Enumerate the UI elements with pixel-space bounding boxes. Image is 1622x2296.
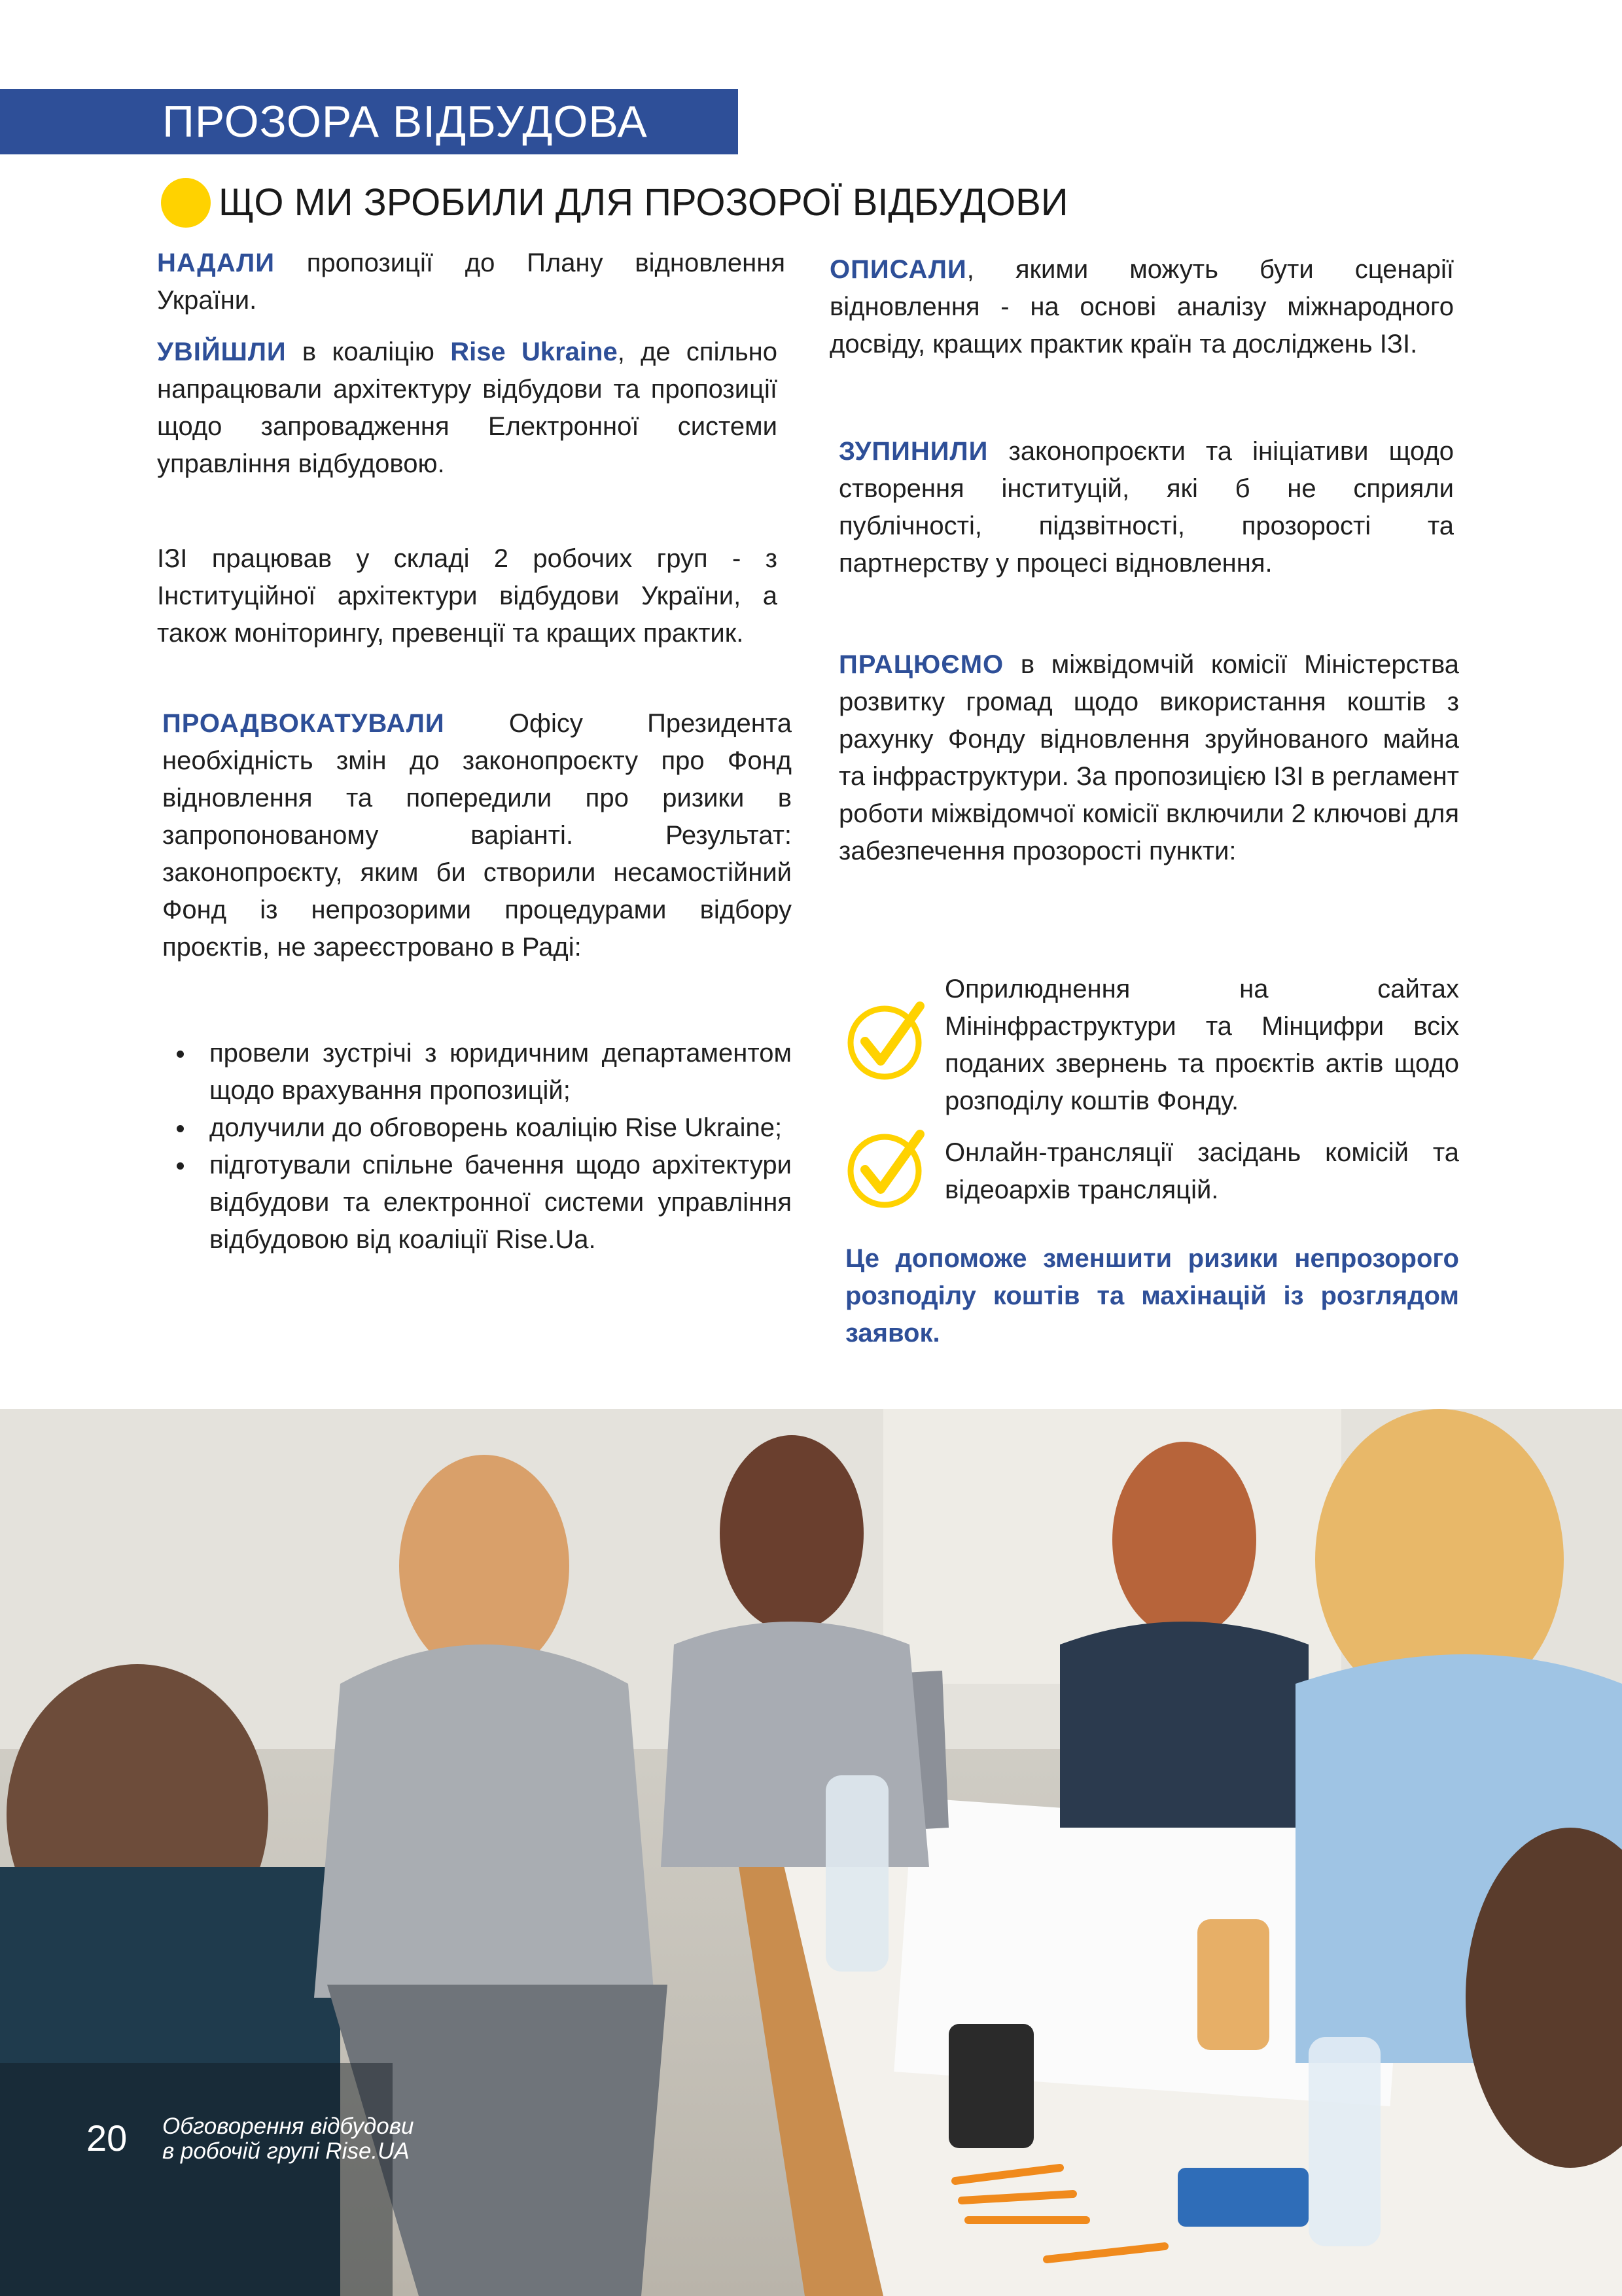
keyword: ОПИСАЛИ — [830, 255, 967, 284]
list-item: підготували спільне бачення щодо архітектури відбудови та електронної системи управління відбудовою від коаліції Rise.Ua. — [162, 1147, 792, 1259]
section-dot-icon — [161, 178, 211, 228]
keyword: ПРАЦЮЄМО — [839, 650, 1004, 679]
paragraph-text: пропозиції до Плану відновлення України. — [157, 249, 785, 315]
check-circle-icon — [844, 998, 928, 1082]
meeting-photo — [0, 1409, 1622, 2296]
paragraph-proadvokatuvaly — [162, 705, 792, 966]
paragraph-text: законопроєкти та ініціативи щодо створення інституцій, які б не сприяли публічності, підзвітності, прозорості та партнерству у процесі відновлення. — [839, 437, 1454, 578]
organization-name: Rise Ukraine — [450, 338, 618, 366]
check-item-text: Онлайн-трансляції засідань комісій та відеоархів трансляцій. — [945, 1138, 1459, 1204]
paragraph-opysaly — [830, 251, 1454, 363]
section-heading: ЩО МИ ЗРОБИЛИ ДЛЯ ПРОЗОРОЇ ВІДБУДОВИ — [219, 181, 1068, 224]
paragraph-text: , де спільно напрацювали архітектуру відбудови та пропозиції щодо запровадження Електронної системи управління відбудовою. — [157, 338, 777, 478]
paragraph-text: в міжвідомчій комісії Міністерства розвитку громад щодо використання коштів з рахунку Фонду відновлення зруйнованого майна та інфраструктури. За пропозицією ІЗІ в регламент роботи міжвідомчої комісії включили 2 ключові для забезпечення прозорості пункти: — [839, 650, 1460, 865]
results-list — [162, 1035, 792, 1259]
caption-line: в робочій групі Rise.UA — [162, 2138, 410, 2164]
paragraph-working-groups — [157, 540, 777, 652]
highlight-conclusion: Це допоможе зменшити ризики непрозорого розподілу коштів та махінацій із розглядом заявок. — [845, 1244, 1459, 1348]
list-item: долучили до обговорень коаліцію Rise Ukraine; — [162, 1109, 792, 1147]
photo-caption — [162, 2114, 414, 2164]
caption-line: Обговорення відбудови — [162, 2113, 414, 2139]
page-number: 20 — [86, 2117, 128, 2159]
paragraph-uviishly — [157, 334, 777, 483]
paragraph-nadaly — [157, 245, 785, 319]
check-circle-icon — [844, 1126, 928, 1210]
paragraph-text: Офісу Президента необхідність змін до законопроєкту про Фонд відновлення та попередили про ризики в запропонованому варіанті. Результат: законопроєкту, яким би створили несамостійний Фонд із непрозорими процедурами відбору проєктів, не зареєстровано в Раді: — [162, 709, 792, 962]
keyword: НАДАЛИ — [157, 249, 275, 277]
keyword: ЗУПИНИЛИ — [839, 437, 989, 466]
check-item-text: Оприлюднення на сайтах Мінінфраструктури та Мінцифри всіх поданих звернень та проєктів актів щодо розподілу коштів Фонду. — [945, 975, 1459, 1115]
paragraph-zupynyly — [839, 433, 1454, 582]
paragraph-text: ІЗІ працював у складі 2 робочих груп - з Інституційної архітектури відбудови України, а також моніторингу, превенції та кращих практик. — [157, 544, 777, 648]
page-title: ПРОЗОРА ВІДБУДОВА — [162, 97, 648, 147]
paragraph-pratsiuiemo — [839, 646, 1459, 870]
keyword: ПРОАДВОКАТУВАЛИ — [162, 709, 445, 738]
list-item: провели зустрічі з юридичним департаментом щодо врахування пропозицій; — [162, 1035, 792, 1109]
keyword: УВІЙШЛИ — [157, 338, 287, 366]
paragraph-text: , якими можуть бути сценарії відновлення - на основі аналізу міжнародного досвіду, кращих практик країн та досліджень ІЗІ. — [830, 255, 1454, 358]
paragraph-text: в коаліцію — [286, 338, 451, 366]
